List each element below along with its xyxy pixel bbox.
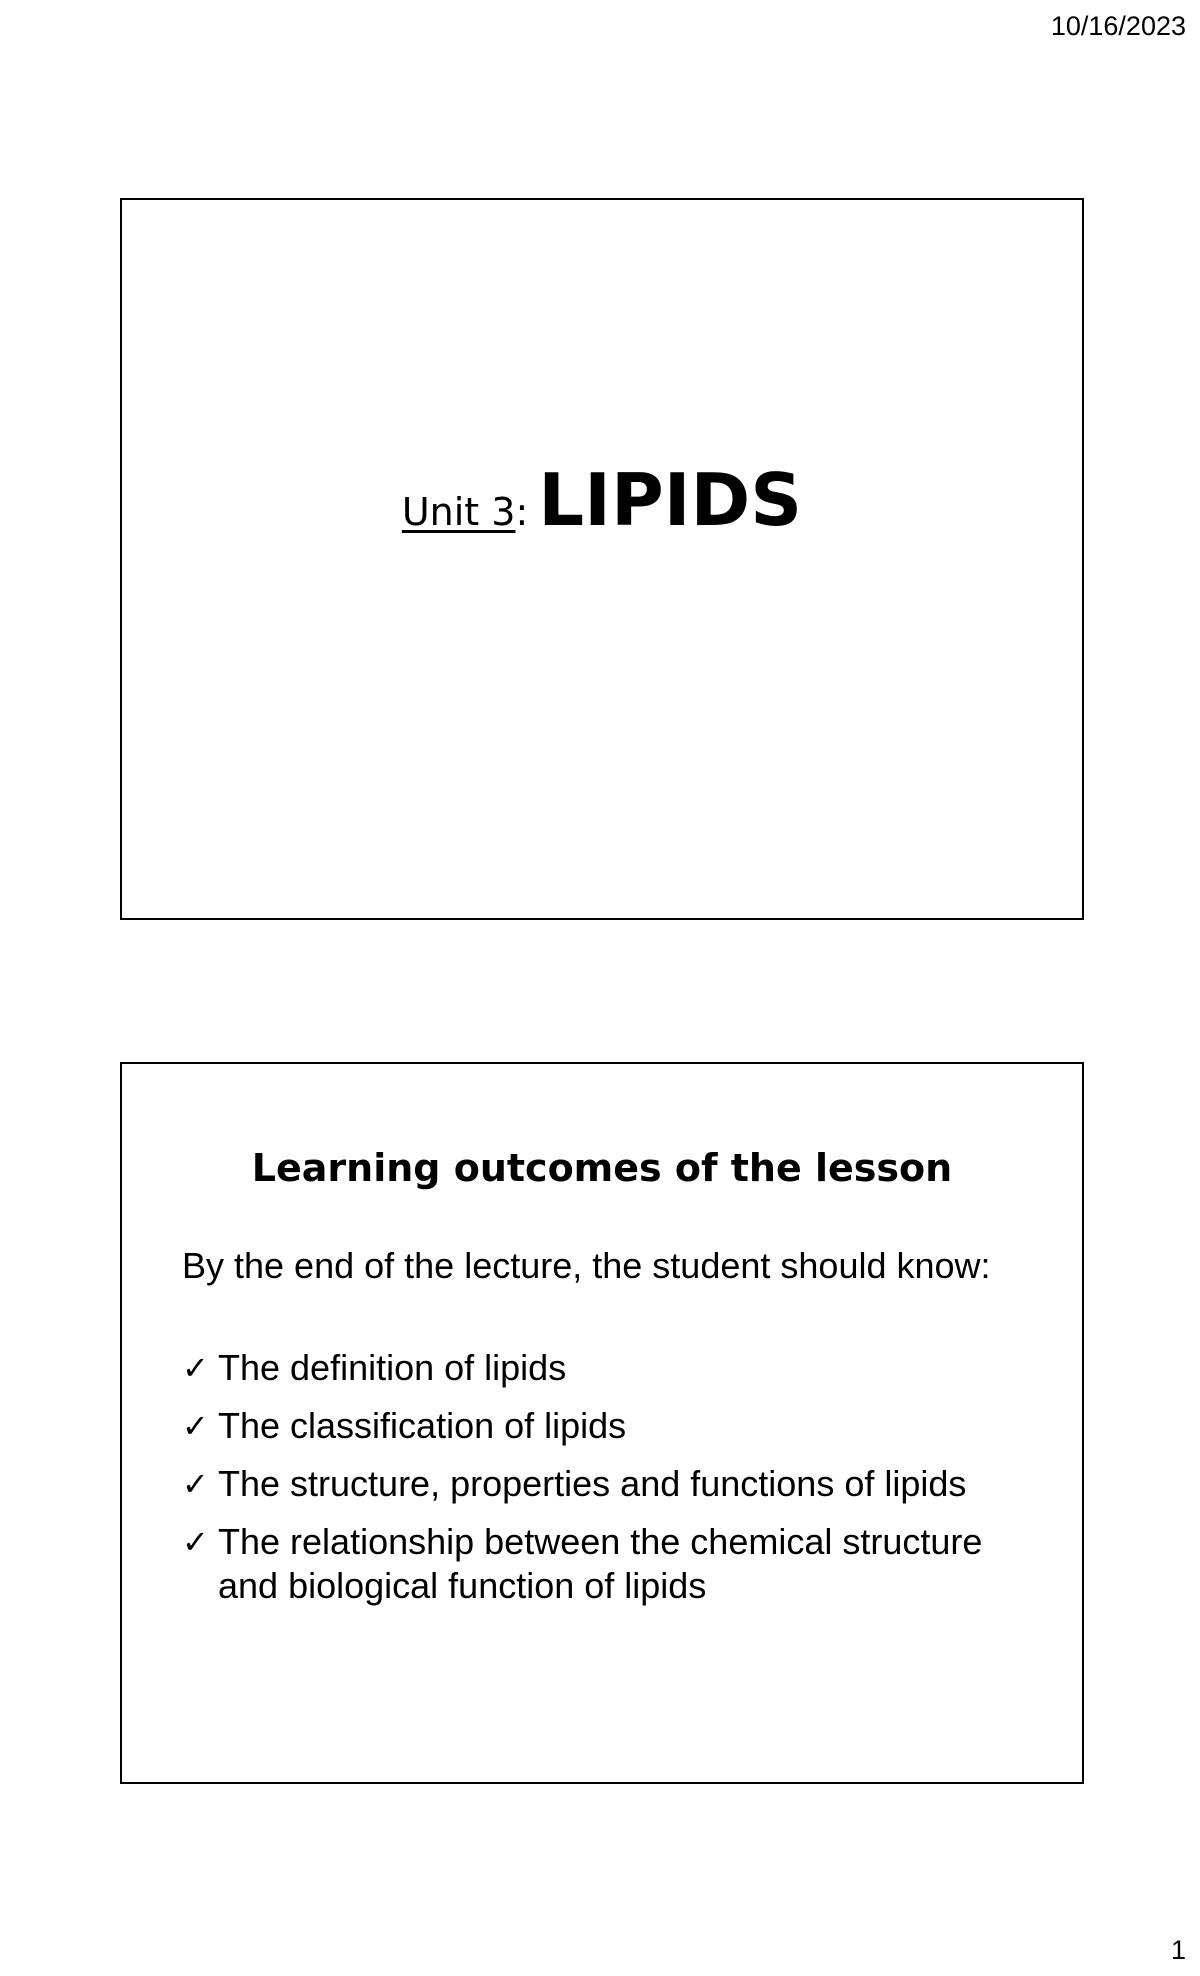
checkmark-icon: ✓ [182,1465,209,1503]
list-item [182,1462,1042,1506]
header-date: 10/16/2023 [1050,11,1186,41]
list-item-text: The structure, properties and functions of lipids [218,1463,967,1504]
learning-outcomes-intro: By the end of the lecture, the student should know: [182,1245,991,1286]
checkmark-icon: ✓ [182,1523,209,1561]
unit-title: LIPIDS [538,458,803,542]
unit-colon: : [515,490,529,534]
learning-outcomes-heading: Learning outcomes of the lesson [251,1146,953,1190]
list-item [182,1346,1042,1390]
list-item [182,1404,1042,1448]
unit-label: Unit 3 [401,490,516,534]
checkmark-icon: ✓ [182,1349,209,1387]
slide-title [120,198,1084,920]
page-number: 1 [1170,1935,1186,1965]
learning-outcomes-list [182,1346,1042,1622]
list-item-text: The definition of lipids [218,1347,567,1388]
list-item-text: The relationship between the chemical structure and biological function of lipids [218,1521,983,1606]
slide-title-heading [122,458,1082,542]
slide-learning-outcomes [120,1062,1084,1784]
list-item [182,1520,1042,1608]
checkmark-icon: ✓ [182,1407,209,1445]
list-item-text: The classification of lipids [218,1405,627,1446]
